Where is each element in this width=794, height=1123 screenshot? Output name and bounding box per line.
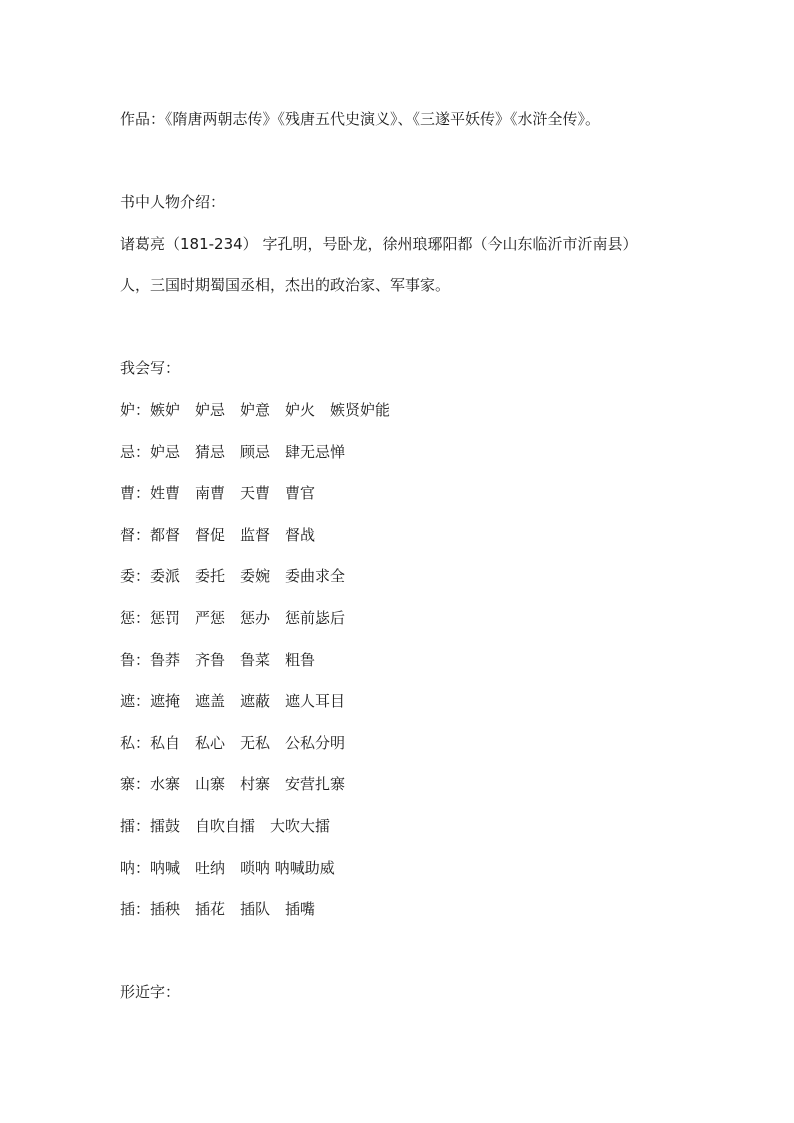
writing-entry: 委：委派 委托 委婉 委曲求全 — [120, 567, 346, 585]
writing-entry: 遮：遮掩 遮盖 遮蔽 遮人耳目 — [120, 692, 346, 710]
works-line: 作品：《隋唐两朝志传》《残唐五代史演义》、《三遂平妖传》《水浒全传》。 — [120, 110, 601, 128]
writing-entry: 私：私自 私心 无私 公私分明 — [120, 734, 346, 752]
character-intro-line-1: 诸葛亮（181-234） 字孔明，号卧龙，徐州琅琊阳都（今山东临沂市沂南县） — [120, 235, 638, 253]
writing-entry: 寨：水寨 山寨 村寨 安营扎寨 — [120, 775, 346, 793]
characters-heading: 书中人物介绍： — [120, 193, 226, 211]
writing-entry: 呐：呐喊 吐纳 唢呐 呐喊助威 — [120, 859, 335, 877]
writing-entry: 督：都督 督促 监督 督战 — [120, 526, 316, 544]
writing-heading: 我会写： — [120, 359, 181, 377]
writing-entry: 鲁：鲁莽 齐鲁 鲁菜 粗鲁 — [120, 651, 316, 669]
writing-entry: 擂：擂鼓 自吹自擂 大吹大擂 — [120, 817, 331, 835]
writing-entry: 惩：惩罚 严惩 惩办 惩前毖后 — [120, 609, 346, 627]
writing-entry: 插：插秧 插花 插队 插嘴 — [120, 900, 316, 918]
character-intro-line-2: 人，三国时期蜀国丞相，杰出的政治家、军事家。 — [120, 276, 451, 294]
writing-entry: 曹：姓曹 南曹 天曹 曹官 — [120, 484, 316, 502]
writing-entry: 妒：嫉妒 妒忌 妒意 妒火 嫉贤妒能 — [120, 401, 391, 419]
similar-chars-heading: 形近字： — [120, 983, 181, 1001]
writing-entry: 忌：妒忌 猜忌 顾忌 肆无忌惮 — [120, 443, 346, 461]
